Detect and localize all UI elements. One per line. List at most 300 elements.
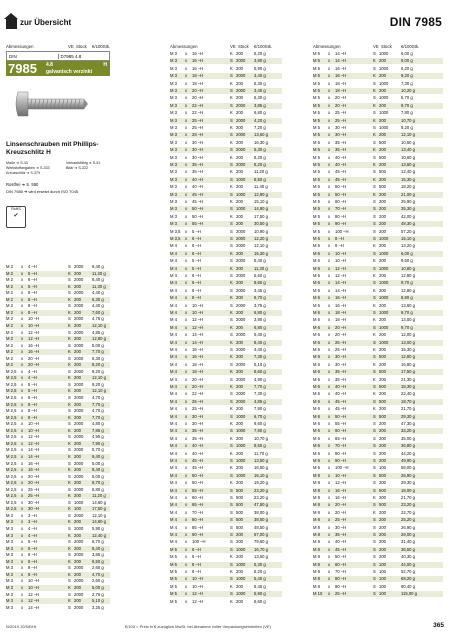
ref-cross-recess[interactable]: Kreuzschlitz ➔ S-379 [6, 171, 40, 175]
cell-length: 3 –H [28, 512, 37, 518]
cell-length: 16 –H [192, 65, 204, 71]
cell-times: x [328, 147, 331, 153]
cell-ve: S [373, 517, 376, 523]
cell-size: M 4 [170, 347, 177, 352]
cell-length: 100 –H [335, 228, 349, 234]
cell-times: x [328, 495, 331, 500]
cell-price: 29,30 g [401, 413, 415, 419]
cell-ve: S [230, 517, 233, 523]
col-head-ve: VE [68, 44, 74, 49]
cell-price: 5,90 g [92, 526, 104, 531]
cell-length: 30 –H [192, 413, 204, 419]
cell-price: 21,00 g [401, 191, 415, 197]
cell-times: x [21, 539, 24, 545]
cell-ve: S [68, 473, 71, 479]
cell-size: M 2 [6, 296, 13, 302]
cell-qty: 200 [236, 95, 243, 101]
column-header-right [313, 44, 443, 50]
cell-ve: K [230, 65, 233, 71]
cell-times: x [185, 250, 188, 256]
cell-price: 15,10 g [401, 236, 415, 241]
cell-times: x [328, 339, 331, 345]
cell-ve: S [373, 450, 376, 456]
cell-price: 13,50 g [254, 458, 268, 463]
cell-ve: S [230, 561, 233, 567]
cell-price: 15,10 g [254, 199, 268, 204]
table-row [313, 192, 443, 198]
cell-length: 20 –H [192, 384, 204, 389]
table-row [6, 605, 110, 611]
replacement-note: DIN 7985 ➔ wird ersetzt durch ISO 7045 [6, 189, 79, 194]
cell-size: M 6 [313, 376, 320, 382]
table-row [170, 273, 282, 279]
table-row [6, 264, 110, 270]
cell-size: M 4 [170, 524, 177, 530]
cell-size: M 6 [313, 302, 320, 308]
cell-qty: 2000 [236, 162, 246, 167]
cell-qty: 200 [379, 376, 386, 382]
cell-price: 8,60 g [254, 598, 266, 604]
check-icon: ✔ [13, 213, 19, 219]
cell-qty: 2000 [74, 421, 84, 427]
cell-qty: 500 [379, 184, 386, 190]
cell-size: M 8 [313, 532, 320, 537]
cell-ve: S [68, 486, 71, 492]
cell-ve: K [68, 480, 71, 486]
table-row [170, 488, 282, 494]
cell-size: M 4 [170, 384, 177, 389]
table-row [313, 384, 443, 390]
table-row [313, 199, 443, 205]
cell-price: 14,60 g [92, 499, 106, 505]
cell-ve: S [230, 73, 233, 79]
cell-ve: K [373, 176, 376, 182]
cell-size: M 3 [170, 125, 177, 130]
cell-size: M 6 [313, 243, 320, 249]
cell-length: 35 –H [335, 139, 347, 145]
cell-length: 25 –H [28, 486, 40, 492]
table-row [313, 214, 443, 220]
table-row [170, 406, 282, 412]
cell-qty: 2000 [74, 277, 84, 283]
table-row [6, 343, 110, 349]
cell-qty: 200 [379, 524, 386, 530]
cell-length: 12 –H [192, 591, 204, 597]
table-row [313, 273, 443, 279]
cell-ve: S [68, 342, 71, 348]
cell-size: M 10 [313, 591, 323, 597]
cell-length: 5 –H [192, 228, 201, 234]
cell-qty: 2000 [236, 88, 246, 93]
cell-price: 36,80 g [401, 443, 415, 449]
cell-qty: 1000 [236, 458, 246, 463]
cell-ve: K [230, 310, 233, 315]
cell-size: M 5 [313, 65, 320, 71]
cell-size: M 4 [170, 354, 177, 360]
cell-qty: 2000 [74, 264, 84, 269]
cell-times: x [328, 236, 331, 241]
cell-length: 90 –H [335, 458, 347, 463]
cell-times: x [185, 495, 188, 500]
table-row [6, 467, 110, 473]
cell-size: M 3 [170, 73, 177, 79]
cell-ve: S [373, 487, 376, 493]
cell-size: M 4 [170, 421, 177, 426]
table-row [170, 517, 282, 523]
cell-ve: S [230, 495, 233, 500]
cell-price: 11,20 g [254, 169, 268, 175]
din-spec-table [6, 51, 110, 61]
stainless-link[interactable]: Rostfrei ➔ S. 590 [6, 182, 39, 187]
cell-price: 48,30 g [401, 221, 415, 227]
table-row [170, 554, 282, 560]
cell-length: 28 –H [192, 132, 204, 138]
cell-size: M 3 [6, 539, 13, 545]
cell-ve: S [373, 110, 376, 116]
cell-times: x [185, 117, 188, 123]
cell-times: x [328, 273, 331, 278]
cell-price: 6,80 g [92, 486, 104, 492]
cell-price: 8,40 g [92, 467, 104, 473]
overview-link[interactable]: zur Übersicht [20, 18, 72, 27]
cell-times: x [21, 591, 24, 597]
cell-times: x [328, 421, 331, 426]
cell-times: x [21, 526, 24, 531]
cell-price: 5,90 g [254, 65, 266, 71]
cell-ve: S [373, 95, 376, 101]
ref-dimensions[interactable]: Maße ➔ S-43 [6, 161, 28, 165]
cell-length: 20 –H [192, 95, 204, 101]
cell-ve: S [68, 290, 71, 296]
cell-price: 5,30 g [254, 147, 266, 153]
cell-length: 20 –H [28, 480, 40, 486]
cell-price: 5,60 g [254, 273, 266, 278]
cell-price: 7,30 g [401, 80, 413, 86]
cell-ve: K [373, 147, 376, 153]
cell-size: M 2,5 [6, 486, 17, 492]
cell-qty: 200 [236, 125, 243, 130]
cell-qty: 2000 [236, 361, 246, 367]
cell-price: 13,60 g [254, 132, 268, 138]
cell-size: M 6 [313, 443, 320, 449]
table-row [170, 480, 282, 486]
table-row [6, 461, 110, 467]
table-row [313, 140, 443, 146]
table-row [313, 347, 443, 353]
cell-length: 10 –H [28, 427, 40, 433]
table-row [6, 316, 110, 322]
cell-size: M 3,5 [170, 236, 181, 241]
cell-price: 12,10 g [92, 322, 106, 328]
cell-qty: 200 [379, 517, 386, 523]
cell-price: 44,00 g [401, 561, 415, 567]
cell-times: x [328, 110, 331, 116]
table-row [313, 495, 443, 501]
table-row [6, 415, 110, 421]
cell-price: 7,70 g [92, 414, 104, 420]
cell-qty: 2000 [236, 73, 246, 79]
cell-price: 6,50 g [92, 558, 104, 564]
cell-size: M 6 [313, 236, 320, 241]
cell-size: M 5 [313, 191, 320, 197]
cell-qty: 200 [379, 443, 386, 449]
cell-length: 5 –H [192, 265, 201, 271]
home-icon[interactable] [6, 19, 17, 29]
cell-times: x [21, 519, 24, 525]
cell-ve: S [230, 206, 233, 212]
cell-qty: 2000 [74, 408, 84, 414]
cell-length: 25 –H [335, 347, 347, 352]
cell-length: 45 –H [192, 191, 204, 197]
table-row [313, 266, 443, 272]
cell-length: 50 –H [335, 554, 347, 560]
table-row [313, 221, 443, 227]
cell-qty: 200 [236, 539, 243, 545]
cell-length: 25 –H [335, 591, 347, 597]
cell-length: 20 –H [335, 509, 347, 515]
table-row [313, 177, 443, 183]
cell-price: 14,90 g [254, 206, 268, 212]
cell-qty: 200 [379, 302, 386, 308]
cell-qty: 200 [236, 450, 243, 456]
cell-times: x [185, 310, 188, 315]
table-row [170, 584, 282, 590]
cell-length: 5 –H [28, 539, 37, 545]
cell-size: M 3 [170, 199, 177, 204]
table-row [170, 58, 282, 64]
cell-ve: K [373, 302, 376, 308]
table-row [313, 414, 443, 420]
cell-length: 35 –H [192, 435, 204, 441]
cell-times: x [185, 502, 188, 508]
cell-size: M 4 [170, 472, 177, 478]
cell-price: 12,40 g [92, 532, 106, 538]
cell-price: 4,40 g [254, 347, 266, 352]
cell-size: M 5 [170, 583, 177, 589]
cell-size: M 6 [313, 287, 320, 293]
cell-size: M 4 [170, 391, 177, 397]
cell-ve: S [373, 532, 376, 537]
table-row [170, 354, 282, 360]
cell-size: M 6 [313, 391, 320, 397]
cell-times: x [21, 421, 24, 427]
cell-length: 5 –H [28, 545, 37, 551]
cell-times: x [185, 583, 188, 589]
cell-ve: S [373, 502, 376, 508]
table-row [313, 66, 443, 72]
cell-length: 10 –H [28, 578, 40, 584]
table-row [170, 362, 282, 368]
cell-size: M 2 [6, 277, 13, 283]
cell-price: 18,00 g [401, 487, 415, 493]
cell-qty: 200 [379, 102, 386, 108]
cell-qty: 100 [74, 506, 81, 512]
cell-length: 25 –H [335, 117, 347, 123]
cell-ve: K [230, 465, 233, 471]
cell-ve: S [373, 324, 376, 330]
cell-ve: S [373, 213, 376, 219]
cell-qty: 200 [379, 532, 386, 537]
cell-price: 38,50 g [254, 517, 268, 523]
cell-size: M 5 [313, 162, 320, 167]
table-row [313, 73, 443, 79]
cell-size: M 8 [313, 569, 320, 574]
cell-qty: 200 [379, 88, 386, 93]
cell-times: x [21, 545, 24, 551]
cell-length: 6 –H [28, 296, 37, 302]
cell-length: 45 –H [192, 199, 204, 204]
cell-qty: 200 [236, 465, 243, 471]
cell-size: M 3 [6, 584, 13, 590]
table-row [6, 310, 110, 316]
cell-size: M 6 [313, 421, 320, 426]
cell-times: x [21, 506, 24, 512]
table-row [170, 591, 282, 597]
cell-price: 3,40 g [254, 88, 266, 93]
cell-price: 8,40 g [254, 258, 266, 264]
cell-qty: 1000 [236, 191, 246, 197]
table-row [170, 421, 282, 427]
cell-price: 22,40 g [401, 391, 415, 397]
cell-times: x [328, 376, 331, 382]
table-row [170, 473, 282, 479]
cell-qty: 500 [379, 139, 386, 145]
cell-ve: S [230, 287, 233, 293]
table-row [313, 569, 443, 575]
cell-ve: K [230, 280, 233, 286]
table-row [170, 140, 282, 146]
cell-length: 35 –H [335, 147, 347, 153]
cell-size: M 5 [313, 88, 320, 93]
cell-price: 7,60 g [92, 309, 104, 315]
cell-size: M 4 [170, 495, 177, 500]
cell-times: x [21, 336, 24, 342]
cell-length: 16 –H [192, 347, 204, 352]
cell-times: x [21, 277, 24, 283]
cell-ve: K [230, 265, 233, 271]
cell-price: 11,70 g [254, 450, 268, 456]
cell-ve: S [373, 524, 376, 530]
cell-ve: K [230, 324, 233, 330]
cell-qty: 1000 [379, 125, 389, 130]
table-row [6, 447, 110, 453]
cell-length: 4 –H [28, 375, 37, 381]
cell-ve: K [68, 283, 71, 289]
cell-times: x [185, 376, 188, 382]
cell-price: 6,30 g [254, 95, 266, 101]
ref-bit[interactable]: Bitär ➔ S-322 [66, 166, 88, 170]
table-row [170, 251, 282, 257]
cell-length: 14 –H [192, 339, 204, 345]
cell-qty: 2000 [74, 329, 84, 335]
cell-ve: K [230, 154, 233, 160]
cell-length: 25 –H [28, 493, 40, 499]
cell-ve: K [373, 509, 376, 515]
cell-price: 16,50 g [254, 465, 268, 471]
cell-qty: 200 [74, 401, 81, 407]
cell-length: 45 –H [335, 398, 347, 404]
cell-times: x [328, 191, 331, 197]
cell-length: 14 –H [192, 332, 204, 338]
table-row [313, 443, 443, 449]
table-row [170, 539, 282, 545]
cell-times: x [328, 132, 331, 138]
cell-qty: 200 [74, 598, 81, 604]
cell-qty: 200 [74, 414, 81, 420]
cell-size: M 4 [170, 406, 177, 412]
cell-qty: 200 [379, 509, 386, 515]
cell-price: 4,85 g [254, 398, 266, 404]
cell-price: 7,70 g [92, 401, 104, 407]
cell-times: x [21, 499, 24, 505]
cell-length: 50 –H [335, 184, 347, 190]
cell-qty: 2000 [74, 434, 84, 440]
cell-times: x [328, 465, 331, 471]
table-row [170, 562, 282, 568]
cell-price: 12,10 g [92, 512, 106, 518]
cell-ve: S [230, 502, 233, 508]
cell-length: 10 –H [335, 258, 347, 264]
cell-price: 25,90 g [401, 472, 415, 478]
cell-price: 16,10 g [254, 472, 268, 478]
cell-qty: 1000 [379, 80, 389, 86]
cell-length: 5 –H [28, 283, 37, 289]
cell-times: x [185, 591, 188, 597]
cell-price: 9,40 g [92, 453, 104, 459]
table-row [313, 354, 443, 360]
table-row [170, 295, 282, 301]
ref-sale[interactable]: Verkaufsfähig ➔ S-51 [66, 161, 101, 165]
cell-size: M 8 [313, 472, 320, 478]
cell-size: M 2 [6, 342, 13, 348]
cell-qty: 1000 [379, 110, 389, 116]
cell-price: 7,70 g [254, 384, 266, 389]
cell-length: 6 –H [192, 546, 201, 552]
cell-qty: 2000 [74, 512, 84, 518]
cell-ve: K [68, 375, 71, 381]
cell-qty: 200 [379, 273, 386, 278]
cell-qty: 200 [379, 554, 386, 560]
cell-times: x [328, 354, 331, 360]
cell-qty: 200 [379, 546, 386, 552]
cell-times: x [21, 453, 24, 459]
cell-size: M 5 [313, 147, 320, 153]
cell-ve: S [230, 376, 233, 382]
cell-price: 5,00 g [92, 584, 104, 590]
ref-material[interactable]: Werkstoffangaben ➔ S-333 [6, 166, 50, 170]
cell-price: 8,20 g [254, 569, 266, 574]
cell-times: x [185, 265, 188, 271]
cell-size: M 3 [170, 65, 177, 71]
cell-price: 17,50 g [254, 213, 268, 219]
table-row [170, 443, 282, 449]
cell-length: 50 –H [192, 472, 204, 478]
cell-times: x [328, 487, 331, 493]
cell-times: x [328, 324, 331, 330]
cell-times: x [21, 342, 24, 348]
cell-qty: 200 [379, 347, 386, 352]
cell-qty: 200 [74, 545, 81, 551]
cell-size: M 5 [313, 169, 320, 175]
cell-length: 12 –H [335, 265, 347, 271]
cell-qty: 200 [379, 206, 386, 212]
table-row [313, 576, 443, 582]
cell-qty: 200 [379, 213, 386, 219]
cell-price: 67,00 g [254, 532, 268, 537]
cell-qty: 200 [74, 440, 81, 446]
cell-price: 6,20 g [254, 51, 266, 56]
cell-size: M 2,5 [6, 447, 17, 453]
